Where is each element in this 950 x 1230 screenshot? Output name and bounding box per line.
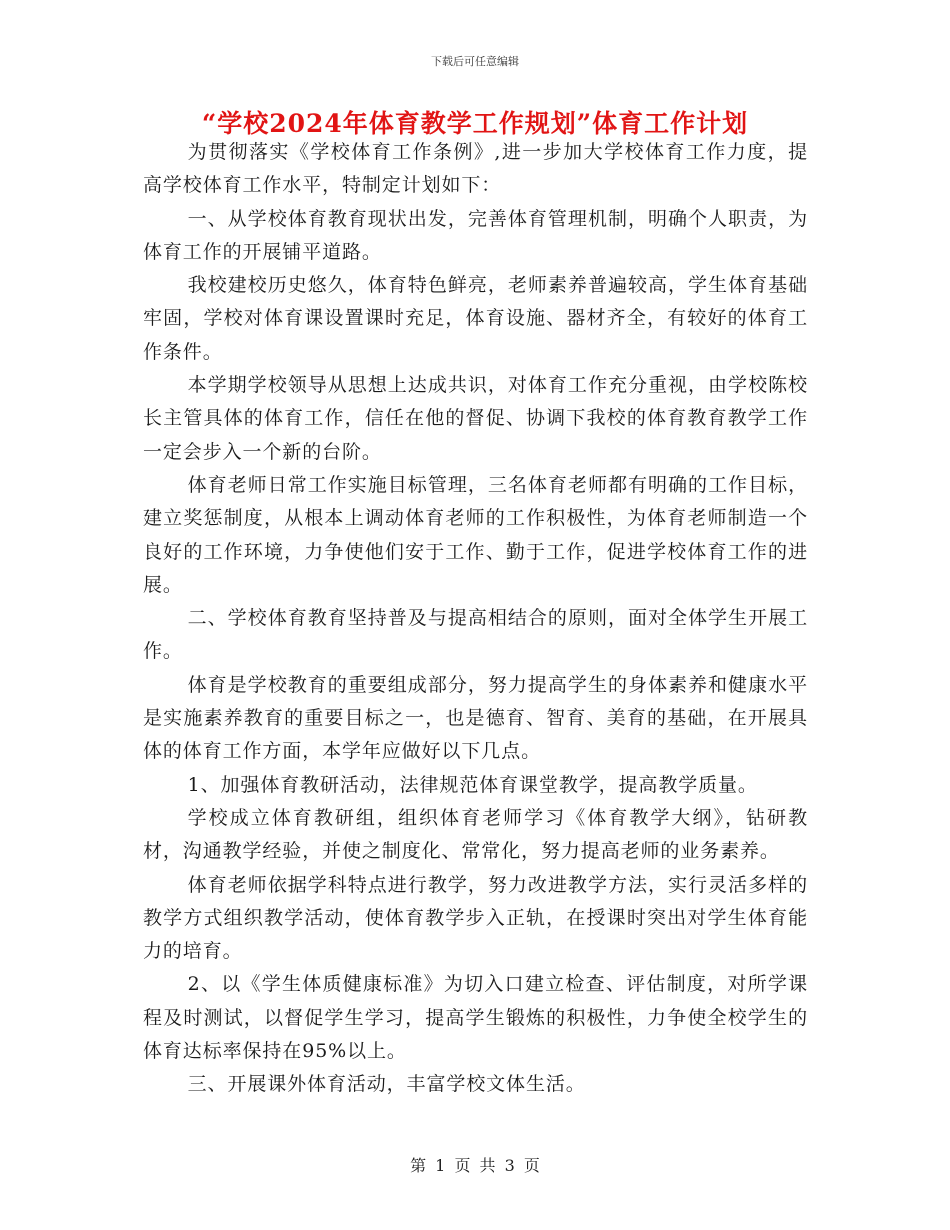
subsection-heading-2: 2、以《学生体质健康标准》为切入口建立检查、评估制度，对所学课程及时测试，以督促学生学习，提高学生锻炼的积极性，力争使全校学生的体育达标率保持在95%以上。 (143, 973, 808, 1063)
document-title: “学校2024年体育教学工作规划”体育工作计划 (201, 109, 749, 138)
document-body (143, 136, 808, 1102)
section-heading-1: 一、从学校体育教育现状出发，完善体育管理机制，明确个人职责，为体育工作的开展铺平道路。 (143, 207, 808, 263)
section-heading-2: 二、学校体育教育坚持普及与提高相结合的原则，面对全体学生开展工作。 (143, 607, 808, 663)
paragraph: 本学期学校领导从思想上达成共识，对体育工作充分重视，由学校陈校长主管具体的体育工作，信任在他的督促、协调下我校的体育教育教学工作一定会步入一个新的台阶。 (143, 374, 808, 463)
page-number-footer: 第 1 页 共 3 页 (410, 1156, 540, 1175)
paragraph: 我校建校历史悠久，体育特色鲜亮，老师素养普遍较高，学生体育基础牢固，学校对体育课设置课时充足，体育设施、器材齐全，有较好的体育工作条件。 (143, 274, 808, 363)
subsection-heading-1: 1、加强体育教研活动，法律规范体育课堂教学，提高教学质量。 (187, 773, 758, 796)
paragraph: 体育老师日常工作实施目标管理，三名体育老师都有明确的工作目标，建立奖惩制度，从根本上调动体育老师的工作积极性，为体育老师制造一个良好的工作环境，力争使他们安于工作、勤于工作，促进学校体育工作的进展。 (143, 473, 808, 596)
section-heading-3: 三、开展课外体育活动，丰富学校文体生活。 (187, 1073, 586, 1096)
paragraph: 体育是学校教育的重要组成部分，努力提高学生的身体素养和健康水平是实施素养教育的重要目标之一，也是德育、智育、美育的基础，在开展具体的体育工作方面，本学年应做好以下几点。 (143, 673, 808, 763)
paragraph-intro: 为贯彻落实《学校体育工作条例》,进一步加大学校体育工作力度，提高学校体育工作水平，特制定计划如下： (143, 141, 808, 197)
paragraph: 学校成立体育教研组，组织体育老师学习《体育教学大纲》，钻研教材，沟通教学经验，并使之制度化、常常化，努力提高老师的业务素养。 (143, 806, 808, 863)
paragraph: 体育老师依据学科特点进行教学，努力改进教学方法，实行灵活多样的教学方式组织教学活动，使体育教学步入正轨，在授课时突出对学生体育能力的培育。 (143, 873, 808, 963)
page-header-note: 下载后可任意编辑 (431, 55, 519, 68)
